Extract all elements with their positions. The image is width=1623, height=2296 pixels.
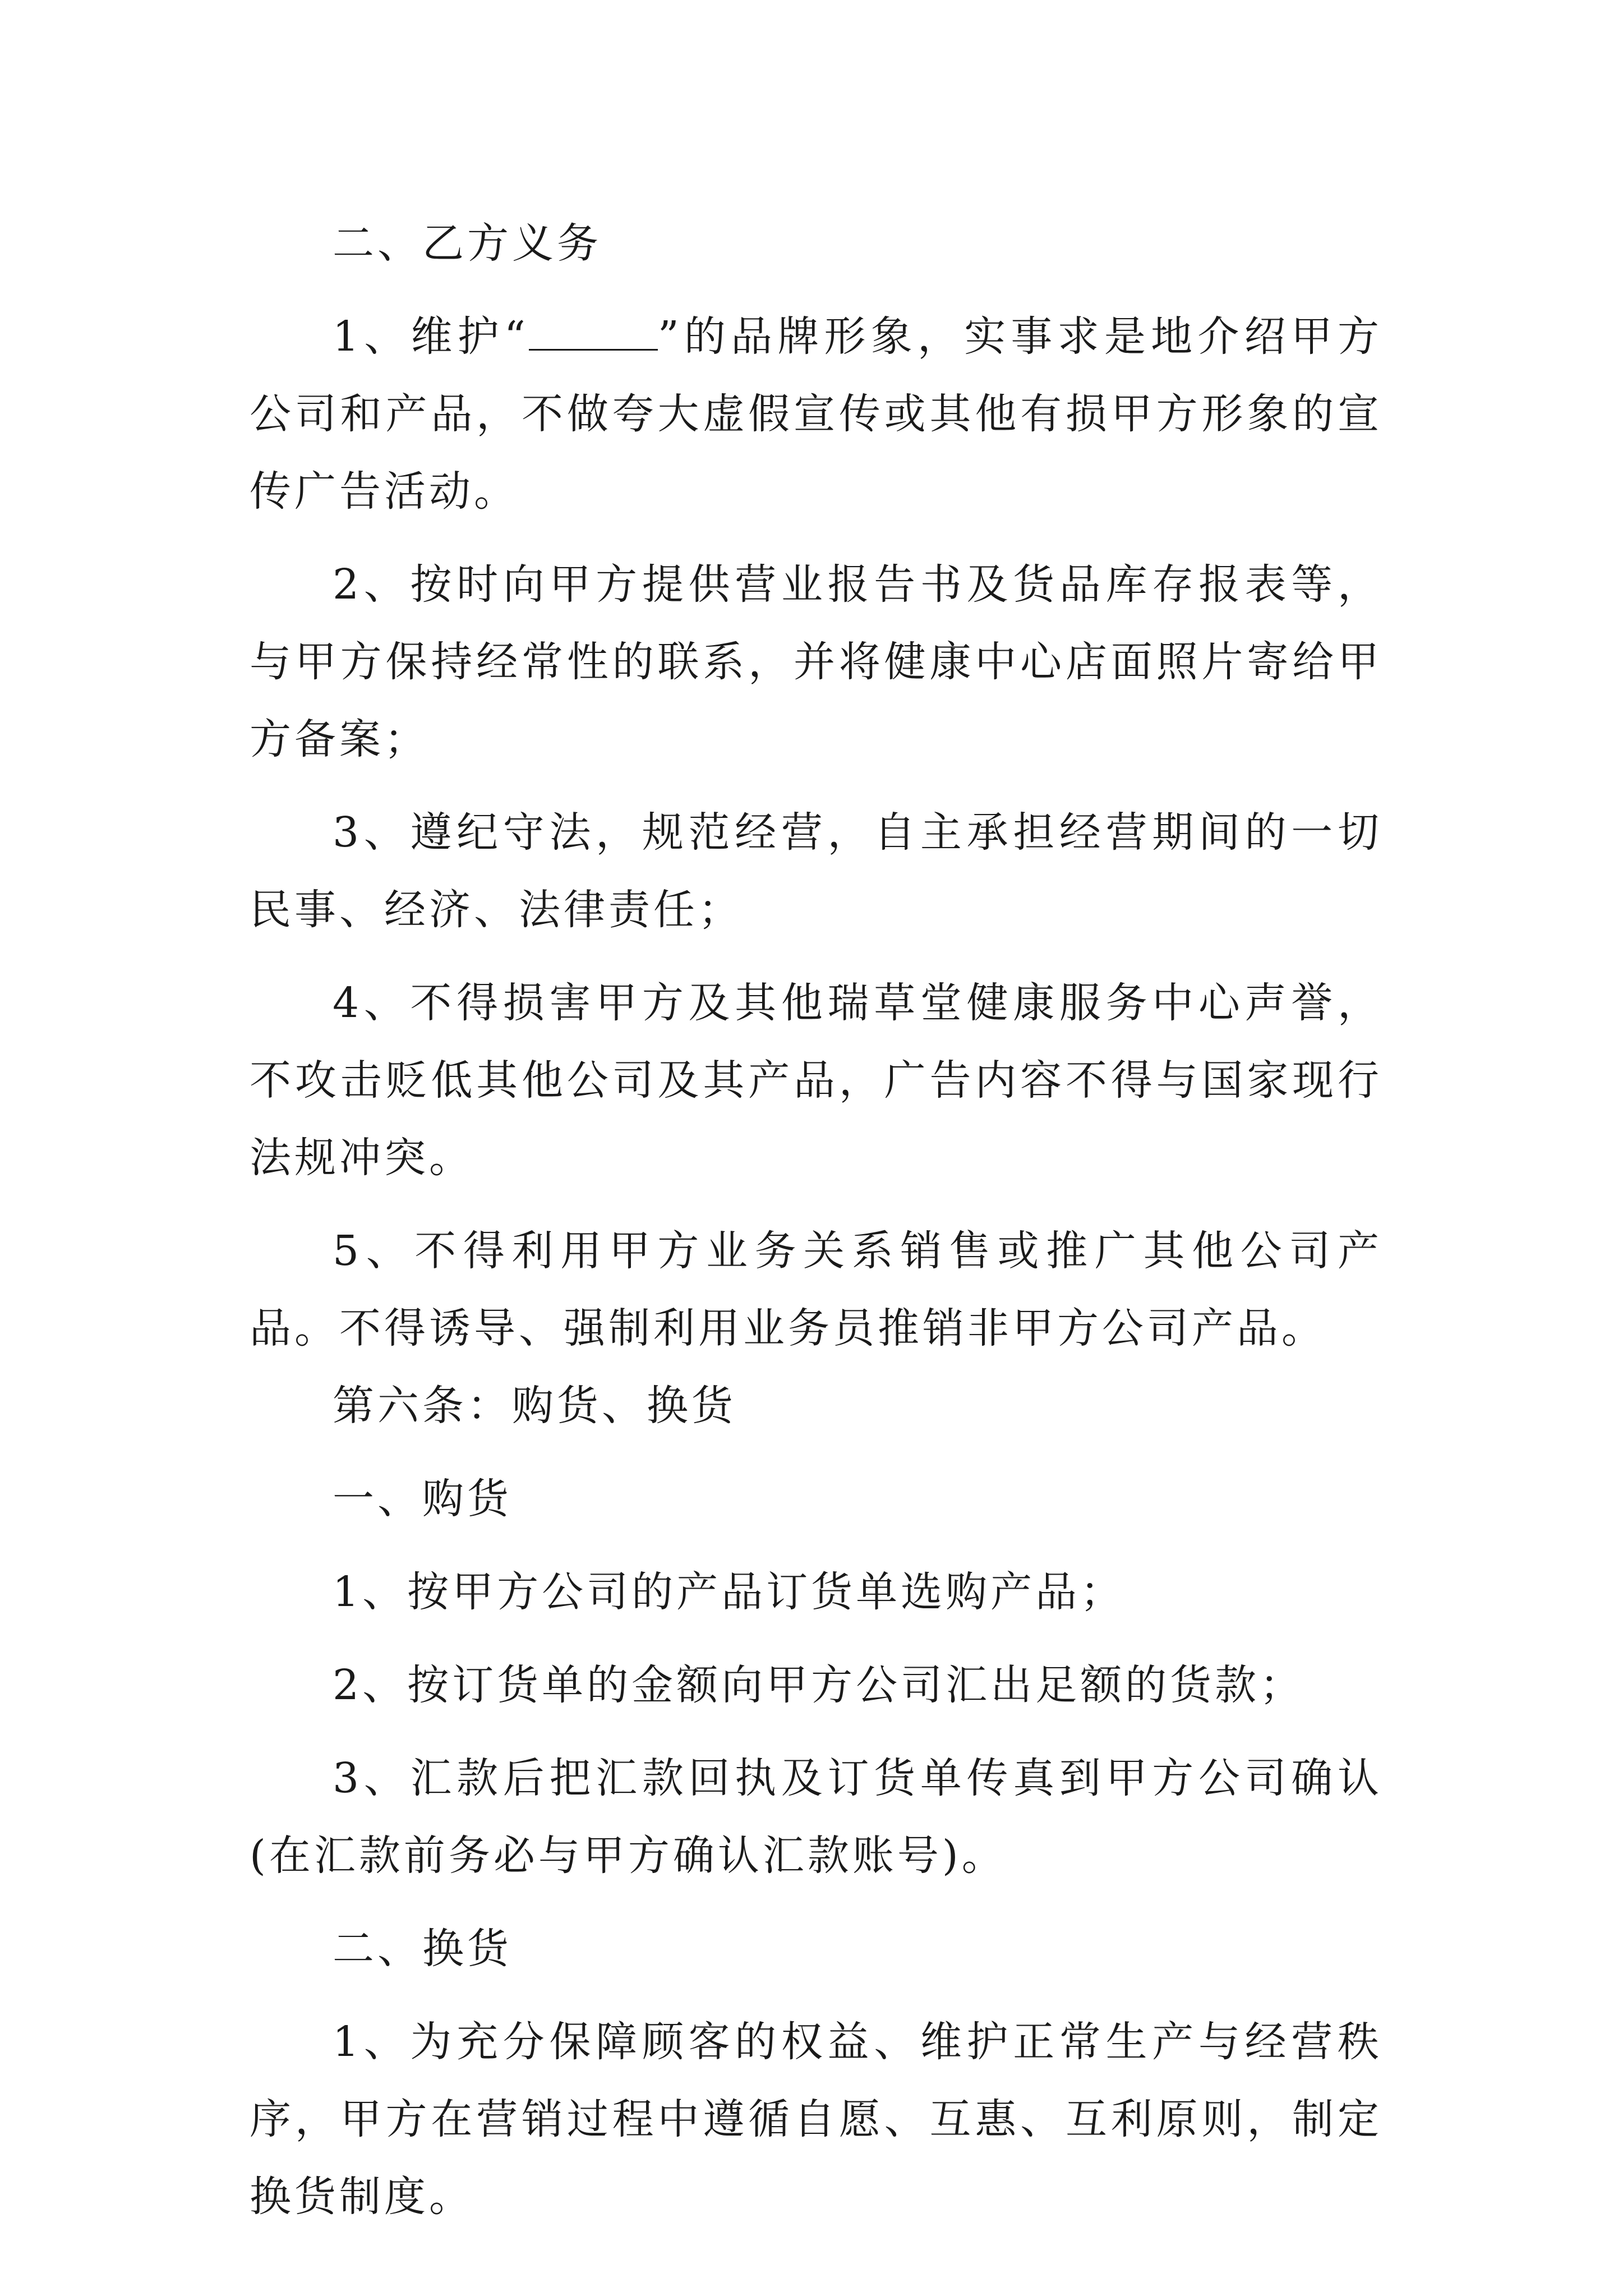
obligation-item-1-text-end: ”的品牌形象，实事求是地介绍甲方公司和产品，不做夸大虚假宣传或其他有损甲方形象的宣传广告活动。 bbox=[250, 312, 1382, 516]
document-body bbox=[250, 205, 1382, 2235]
obligation-item-5: 5、不得利用甲方业务关系销售或推广其他公司产品。不得诱导、强制利用业务员推销非甲方公司产品。 bbox=[250, 1227, 1382, 1352]
obligation-item-1 bbox=[250, 298, 1382, 530]
exchange-item-1: 1、为充分保障顾客的权益、维护正常生产与经营秩序，甲方在营销过程中遵循自愿、互惠、互利原则，制定换货制度。 bbox=[250, 2018, 1382, 2221]
purchase-heading: 一、购货 bbox=[333, 1475, 512, 1523]
obligation-item-3: 3、遵纪守法，规范经营，自主承担经营期间的一切民事、经济、法律责任； bbox=[250, 808, 1382, 934]
purchase-item-3: 3、汇款后把汇款回执及订货单传真到甲方公司确认(在汇款前务必与甲方确认汇款账号)。 bbox=[250, 1754, 1382, 1880]
obligation-item-4: 4、不得损害甲方及其他瑞草堂健康服务中心声誉，不攻击贬低其他公司及其产品，广告内容不得与国家现行法规冲突。 bbox=[250, 979, 1382, 1182]
obligation-item-1-text-start: 1、维护“ bbox=[333, 312, 529, 361]
exchange-heading: 二、换货 bbox=[333, 1925, 512, 1973]
obligation-item-2: 2、按时向甲方提供营业报告书及货品库存报表等，与甲方保持经常性的联系，并将健康中心店面照片寄给甲方备案； bbox=[250, 560, 1382, 763]
article-6-heading: 第六条：购货、换货 bbox=[333, 1382, 736, 1430]
section-heading-party-b-obligations: 二、乙方义务 bbox=[333, 219, 602, 268]
brand-name-blank bbox=[529, 315, 658, 351]
purchase-item-2: 2、按订货单的金额向甲方公司汇出足额的货款； bbox=[333, 1661, 1305, 1709]
purchase-item-1: 1、按甲方公司的产品订货单选购产品； bbox=[333, 1568, 1126, 1616]
